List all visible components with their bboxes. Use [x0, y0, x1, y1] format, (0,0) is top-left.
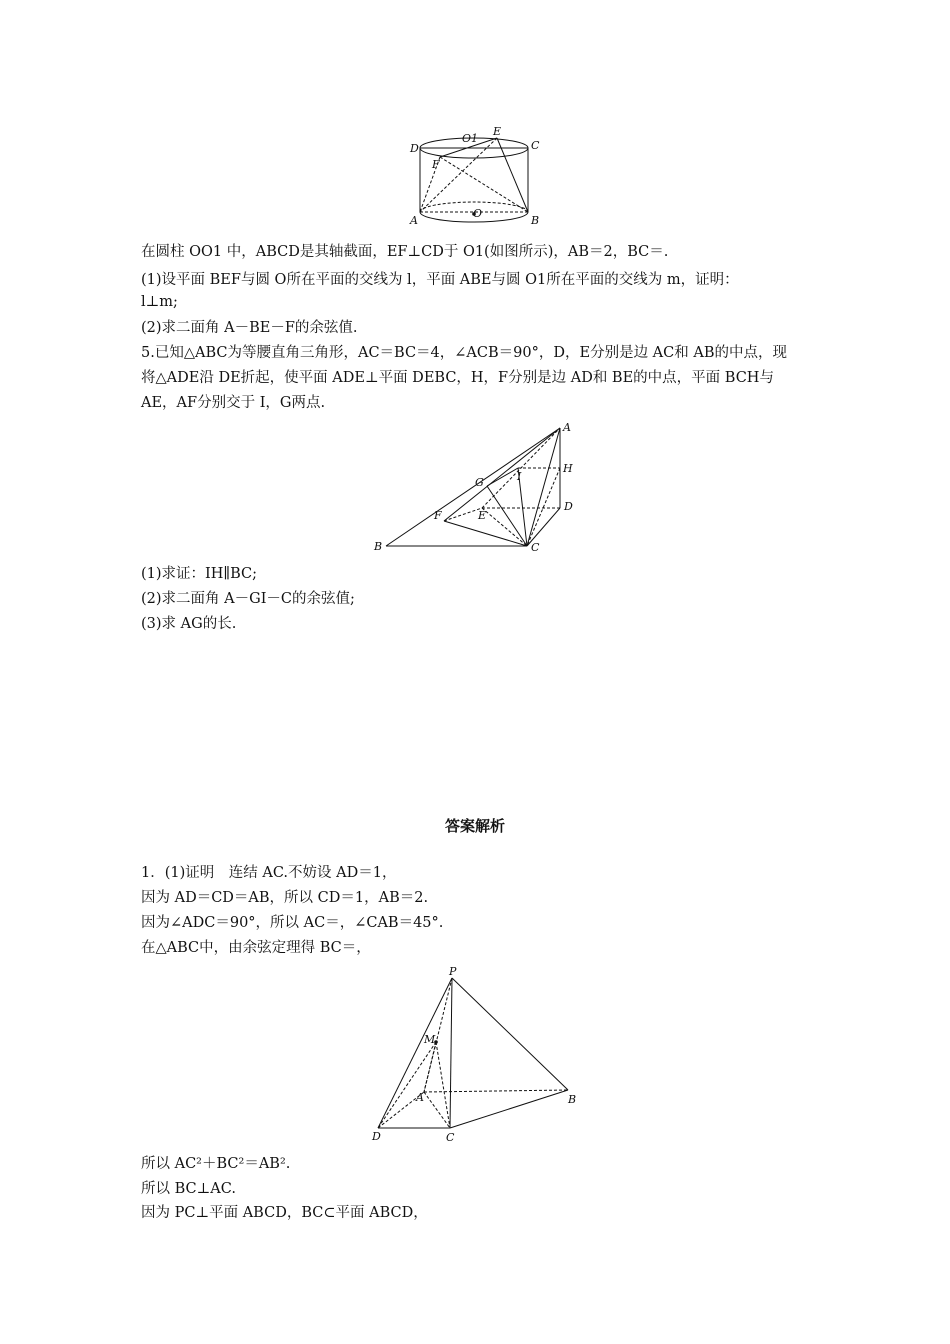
pyramid-figure: [368, 964, 588, 1146]
fig3-label: A: [416, 1091, 424, 1104]
fig1-label: F: [432, 158, 440, 171]
fig2-label: I: [517, 470, 522, 483]
fig3-label: C: [446, 1131, 455, 1144]
problem4-part2: (2)求二面角 A－BE－F的余弦值.: [141, 320, 358, 336]
fig1-label: O: [473, 207, 483, 220]
problem5-q3: (3)求 AG的长.: [141, 616, 237, 632]
fig1-label: B: [531, 214, 540, 227]
answers-title: 答案解析: [444, 817, 505, 835]
fig1-label: D: [410, 142, 419, 155]
fig1-label: A: [410, 214, 418, 227]
answer-line: 在△ABC中，由余弦定理得 BC＝，: [141, 940, 371, 956]
problem4-part1: (1)设平面 BEF与圆 O所在平面的交线为 l，平面 ABE与圆 O1所在平面的交线为 m，证明：: [141, 272, 739, 288]
answer-line: 因为 PC⊥平面 ABCD，BC⊂平面 ABCD，: [141, 1205, 428, 1221]
answer-line: 所以 AC²＋BC²＝AB².: [141, 1156, 291, 1172]
answer-line: 因为∠ADC＝90°，所以 AC＝，∠CAB＝45°.: [141, 915, 444, 931]
answer-line: 所以 BC⊥AC.: [141, 1181, 236, 1197]
fig1-label: O1: [462, 132, 479, 145]
problem5-intro: 将△ADE沿 DE折起，使平面 ADE⊥平面 DEBC，H，F分别是边 AD和 BE的中点，平面 BCH与: [141, 370, 774, 386]
cylinder-figure: [400, 124, 550, 234]
problem5-intro: AE，AF分别交于 I，G两点.: [141, 395, 326, 411]
folded-triangle-figure: [370, 420, 590, 555]
fig2-label: H: [563, 462, 573, 475]
fig3-label: P: [449, 965, 457, 978]
fig2-label: A: [563, 421, 571, 434]
problem4-part1-cont: l⊥m;: [141, 294, 178, 310]
fig2-label: C: [531, 541, 540, 554]
fig2-label: E: [478, 509, 487, 522]
problem5-q1: (1)求证：IH∥BC;: [141, 566, 258, 582]
problem5-q2: (2)求二面角 A－GI－C的余弦值;: [141, 591, 355, 607]
problem5-intro: 5.已知△ABC为等腰直角三角形，AC＝BC＝4，∠ACB＝90°，D，E分别是边 AC和 AB的中点，现: [141, 345, 787, 361]
fig2-label: D: [564, 500, 573, 513]
fig3-label: M: [424, 1033, 436, 1046]
fig1-label: C: [531, 139, 540, 152]
problem4-statement: 在圆柱 OO1 中，ABCD是其轴截面，EF⊥CD于 O1(如图所示)，AB＝2，BC＝.: [141, 244, 669, 260]
fig3-label: D: [372, 1130, 381, 1143]
fig2-label: F: [434, 509, 442, 522]
answer-line: 1．(1)证明 连结 AC.不妨设 AD＝1，: [141, 865, 397, 881]
fig2-label: G: [475, 476, 484, 489]
fig1-label: E: [493, 125, 502, 138]
fig2-label: B: [374, 540, 383, 553]
fig3-label: B: [568, 1093, 577, 1106]
answer-line: 因为 AD＝CD＝AB，所以 CD＝1，AB＝2.: [141, 890, 429, 906]
